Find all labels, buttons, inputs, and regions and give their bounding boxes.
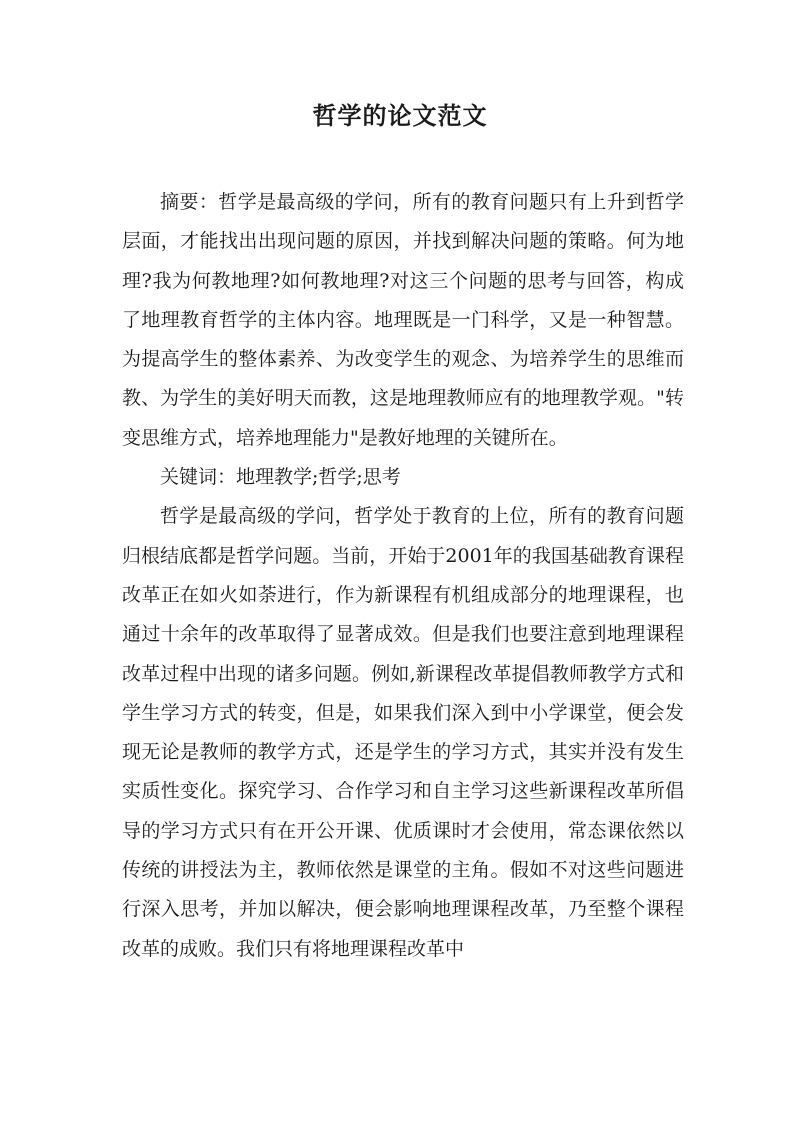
keywords-paragraph: 关键词：地理教学;哲学;思考: [160, 466, 401, 489]
document-body: [122, 183, 684, 969]
abstract-paragraph: 摘要：哲学是最高级的学问，所有的教育问题只有上升到哲学层面，才能找出出现问题的原因，并找到解决问题的策略。何为地理?我为何教地理?如何教地理?对这三个问题的思考与回答，构成了地理教育哲学的主体内容。地理既是一门科学，又是一种智慧。为提高学生的整体素养、为改变学生的观念、为培养学生的思维而教、为学生的美好明天而教，这是地理教师应有的地理教学观。"转变思维方式，培养地理能力"是教好地理的关键所在。: [122, 191, 684, 449]
body-paragraph: 哲学是最高级的学问，哲学处于教育的上位，所有的教育问题归根结底都是哲学问题。当前，开始于2001年的我国基础教育课程改革正在如火如荼进行，作为新课程有机组成部分的地理课程，也通过十余年的改革取得了显著成效。但是我们也要注意到地理课程改革过程中出现的诸多问题。例如,新课程改革提倡教师教学方式和学生学习方式的转变，但是，如果我们深入到中小学课堂，便会发现无论是教师的教学方式，还是学生的学习方式，其实并没有发生实质性变化。探究学习、合作学习和自主学习这些新课程改革所倡导的学习方式只有在开公开课、优质课时才会使用，常态课依然以传统的讲授法为主，教师依然是课堂的主角。假如不对这些问题进行深入思考，并加以解决，便会影响地理课程改革，乃至整个课程改革的成败。我们只有将地理课程改革中: [122, 505, 684, 960]
document-title: 哲学的论文范文: [312, 101, 488, 130]
